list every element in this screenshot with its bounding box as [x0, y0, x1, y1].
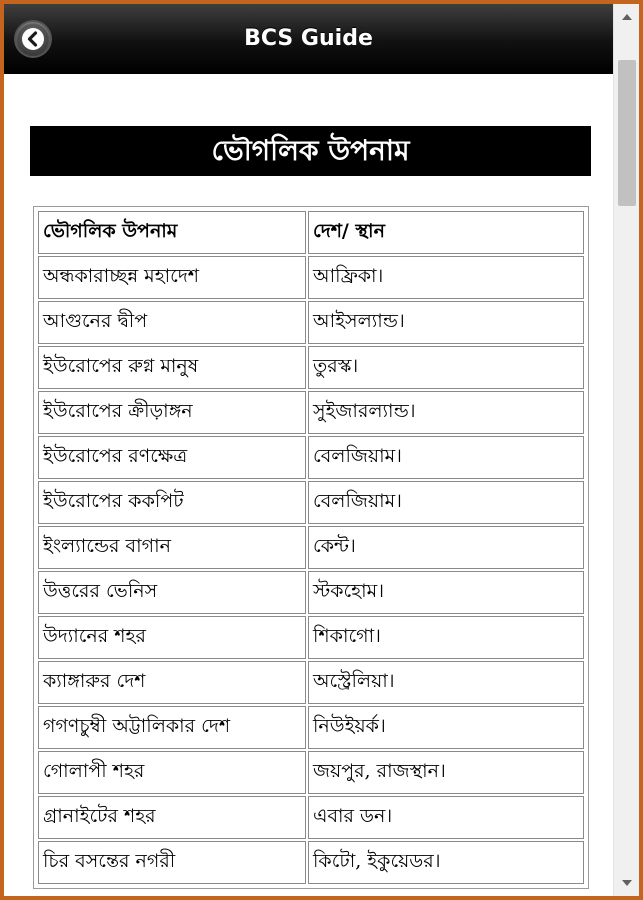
table-row	[38, 526, 584, 569]
scroll-up-arrow-icon[interactable]	[622, 14, 632, 20]
cell-nickname: ক্যাঙ্গারুর দেশ	[38, 661, 306, 704]
cell-nickname: ইউরোপের রণক্ষেত্র	[38, 436, 306, 479]
vertical-scrollbar[interactable]	[613, 4, 639, 896]
table-row	[38, 571, 584, 614]
app-header	[4, 4, 613, 74]
table-row	[38, 661, 584, 704]
page-heading: ভৌগলিক উপনাম	[30, 126, 591, 176]
table-row	[38, 481, 584, 524]
cell-place: অস্ট্রেলিয়া।	[308, 661, 584, 704]
cell-place: শিকাগো।	[308, 616, 584, 659]
table-header-row	[38, 211, 584, 254]
header-cell-place: দেশ/ স্থান	[308, 211, 584, 254]
cell-place: স্টকহোম।	[308, 571, 584, 614]
cell-place: নিউইয়র্ক।	[308, 706, 584, 749]
cell-nickname: আগুনের দ্বীপ	[38, 301, 306, 344]
table-row	[38, 616, 584, 659]
cell-nickname: উত্তরের ভেনিস	[38, 571, 306, 614]
table-row	[38, 436, 584, 479]
table-row	[38, 256, 584, 299]
cell-place: আফ্রিকা।	[308, 256, 584, 299]
cell-nickname: গোলাপী শহর	[38, 751, 306, 794]
table-row	[38, 796, 584, 839]
cell-place: তুরস্ক।	[308, 346, 584, 389]
cell-place: কেন্ট।	[308, 526, 584, 569]
cell-nickname: ইংল্যান্ডের বাগান	[38, 526, 306, 569]
app-title: BCS Guide	[244, 26, 373, 51]
cell-place: বেলজিয়াম।	[308, 481, 584, 524]
cell-place: কিটো, ইকুয়েডর।	[308, 841, 584, 884]
table-row	[38, 301, 584, 344]
cell-nickname: ইউরোপের ককপিট	[38, 481, 306, 524]
header-cell-nickname: ভৌগলিক উপনাম	[38, 211, 306, 254]
cell-nickname: গগণচুম্বী অট্টালিকার দেশ	[38, 706, 306, 749]
cell-place: জয়পুর, রাজস্থান।	[308, 751, 584, 794]
app-frame	[4, 4, 639, 896]
cell-nickname: ইউরোপের ক্রীড়াঙ্গন	[38, 391, 306, 434]
cell-nickname: চির বসন্তের নগরী	[38, 841, 306, 884]
cell-nickname: গ্রানাইটের শহর	[38, 796, 306, 839]
table-row	[38, 391, 584, 434]
cell-place: আইসল্যান্ড।	[308, 301, 584, 344]
cell-nickname: অন্ধকারাচ্ছন্ন মহাদেশ	[38, 256, 306, 299]
table-row	[38, 346, 584, 389]
nickname-table	[33, 206, 589, 889]
cell-nickname: ইউরোপের রুগ্ন মানুষ	[38, 346, 306, 389]
cell-place: সুইজারল্যান্ড।	[308, 391, 584, 434]
cell-nickname: উদ্যানের শহর	[38, 616, 306, 659]
scroll-down-arrow-icon[interactable]	[622, 880, 632, 886]
cell-place: বেলজিয়াম।	[308, 436, 584, 479]
cell-place: এবার ডন।	[308, 796, 584, 839]
scroll-thumb[interactable]	[618, 60, 636, 206]
table-row	[38, 751, 584, 794]
table-row	[38, 841, 584, 884]
table-row	[38, 706, 584, 749]
